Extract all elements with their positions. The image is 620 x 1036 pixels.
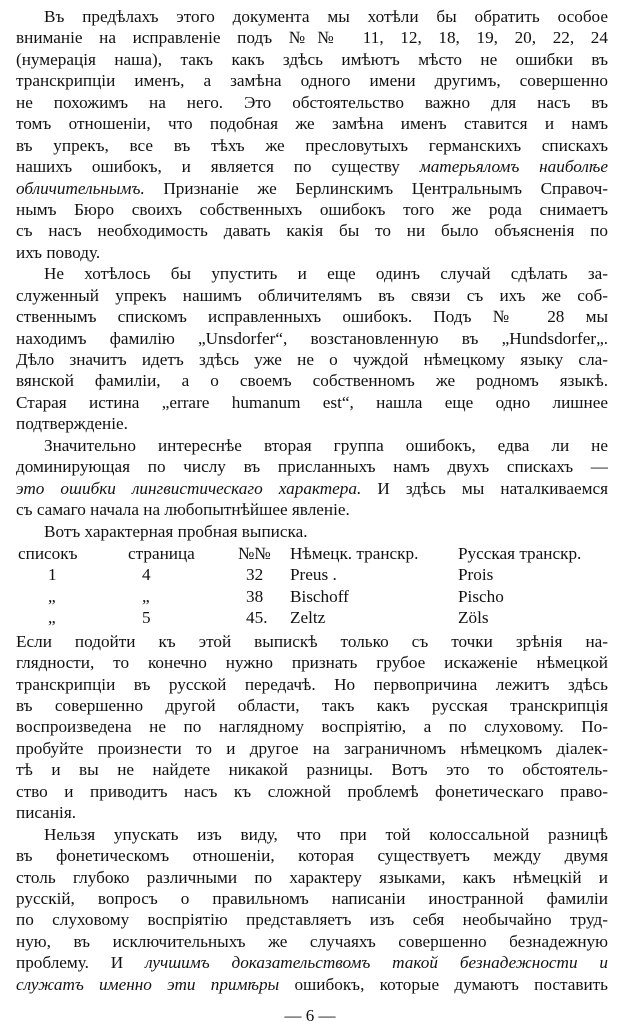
text-line: подтвержденіе. <box>16 414 128 434</box>
paragraph-5 <box>16 631 608 824</box>
text-line: проблему. И лучшимъ доказательствомъ такой безнадежности и <box>16 953 608 973</box>
table-cell: Zöls <box>458 608 489 628</box>
text-line: транскрипціи именъ, а замѣна одного имени другимъ, совершенно <box>16 71 608 91</box>
text-line: Дѣло значитъ идетъ здѣсь уже не о чуждой нѣмецкому языку сла- <box>16 350 608 369</box>
text-line: по слуховому воспріятію представляетъ изъ себя необычайно труд- <box>16 910 608 930</box>
table-cell: 38 <box>246 586 264 606</box>
table-row <box>16 607 608 628</box>
text-line: въ фонетическомъ отношеніи, которая существуетъ между двумя <box>16 846 608 866</box>
text-line: вниманіе на исправленіе подъ №№ 11, 12, 18, 19, 20, 22, 24 <box>16 28 608 48</box>
paragraph-1 <box>16 6 608 263</box>
text-line: Вотъ характерная пробная выписка. <box>44 521 308 541</box>
text-line: транскрипціи въ русской передачѣ. Но первопричина лежитъ здѣсь <box>16 674 608 694</box>
table-header-cell: №№ <box>238 543 271 563</box>
text-line: въ совершенно другой области, такъ какъ русская транскрипція <box>16 696 608 715</box>
text-line: писанія. <box>16 803 77 823</box>
table-cell: Zeltz <box>290 608 326 628</box>
table-row <box>16 586 608 607</box>
text-line: Если подойти къ этой выпискѣ только съ точки зрѣнія на- <box>16 631 608 651</box>
text-line: глядности, то конечно нужно признать грубое искаженіе нѣмецкой <box>16 653 608 673</box>
text-line: столь глубоко различными по характеру языками, какъ нѣмецкій и <box>16 867 608 887</box>
text-line: Старая истина „errare humanum est“, нашла еще одно лишнее <box>16 392 608 412</box>
text-line: нымъ Бюро своихъ собственныхъ ошибокъ того же рода снимаетъ <box>16 199 608 219</box>
text-line: ственнымъ спискомъ исправленныхъ ошибокъ. Подъ № 28 мы <box>16 307 608 327</box>
text-line: воспроизведена не по наглядному воспріятію, а по слуховому. По- <box>16 717 608 737</box>
table-cell: Preus . <box>290 565 337 585</box>
table-row <box>16 564 608 585</box>
italic-text: служатъ именно эти примѣры <box>16 974 280 994</box>
text-line: съ насъ необходимость давать какія бы то ни было объясненія по <box>16 221 608 241</box>
text-line: служатъ именно эти примѣры ошибокъ, которые думаютъ поставить <box>16 974 608 994</box>
table-header-cell: Русская транскр. <box>458 543 582 563</box>
text-line: пробуйте произнести то и другое на заграничномъ нѣмецкомъ діалек- <box>16 738 608 758</box>
text-line: тѣ и вы не найдете никакой разницы. Вотъ это то обстоятель- <box>16 760 608 780</box>
text-line: находимъ фамилію „Unsdorfer“, возстановленную въ „Hundsdorfer„. <box>16 328 608 348</box>
table-cell: „ <box>48 608 56 628</box>
text-line: Значительно интереснѣе вторая группа ошибокъ, едва ли не <box>44 435 608 455</box>
text-line: русскій, вопросъ о правильномъ написаніи иностранной фамиліи <box>16 888 608 908</box>
text-line: нашихъ ошибокъ, и является по существу матерьяломъ наиболѣе <box>16 157 608 177</box>
text-line: Не хотѣлось бы упустить и еще одинъ случай сдѣлать за- <box>44 264 608 284</box>
text-line: томъ отношеніи, что подобная же замѣна именъ ставится и намъ <box>16 114 608 134</box>
sample-table <box>16 543 608 629</box>
text-line: Нельзя упускать изъ виду, что при той колоссальной разницѣ <box>44 824 608 844</box>
table-cell: 45. <box>246 608 268 628</box>
page-number: — 6 — <box>284 1006 336 1025</box>
text-line: доминирующая по числу въ присланныхъ намъ двухъ спискахъ — <box>16 457 608 477</box>
table-cell: Bischoff <box>290 586 349 606</box>
text-line: служенный упрекъ нашимъ обличителямъ въ связи съ ихъ же соб- <box>16 285 608 305</box>
text-line: ную, въ исключительныхъ же случаяхъ совершенно безнадежную <box>16 931 608 951</box>
paragraph-4 <box>16 521 608 542</box>
table-cell: Pischo <box>458 586 504 606</box>
table-cell: 4 <box>142 565 151 585</box>
italic-text: это ошибки лингвистическаго характера. <box>16 478 362 498</box>
text-line: Въ предѣлахъ этого документа мы хотѣли бы обратить особое <box>44 7 608 26</box>
paragraph-3 <box>16 435 608 521</box>
italic-text: матерьяломъ наиболѣе <box>419 157 608 177</box>
text-line: (нумерація наша), такъ какъ здѣсь имѣютъ мѣсто не ошибки въ <box>16 49 608 69</box>
text-line: не похожимъ на него. Это обстоятельство важно для насъ въ <box>16 92 608 112</box>
text-line: вянской фамиліи, а о своемъ собственномъ же родномъ языкѣ. <box>16 371 608 391</box>
paragraph-6 <box>16 824 608 996</box>
text-line: въ упрекъ, все въ тѣхъ же пресловутыхъ германскихъ спискахъ <box>16 135 608 155</box>
table-cell: 32 <box>246 565 264 585</box>
table-cell: Prois <box>458 565 494 585</box>
text-line: ихъ поводу. <box>16 242 101 262</box>
table-header-row <box>16 543 608 564</box>
table-cell: 5 <box>142 608 151 628</box>
italic-text: лучшимъ доказательствомъ такой безнадежности и <box>145 953 608 973</box>
table-cell: 1 <box>48 565 57 585</box>
paragraph-2 <box>16 263 608 435</box>
table-header-cell: списокъ <box>18 543 78 563</box>
text-line: ство и приводитъ насъ къ сложной проблемѣ фонетическаго право- <box>16 781 608 801</box>
text-line: съ самаго начала на любопытнѣйшее явленіе. <box>16 500 350 520</box>
table-cell: „ <box>48 586 56 606</box>
table-header-cell: Нѣмецк. транскр. <box>290 543 419 563</box>
table-header-cell: страница <box>128 543 195 563</box>
text-line: обличительнымъ. Признаніе же Берлинскимъ Центральнымъ Справоч- <box>16 178 608 198</box>
table-cell: „ <box>142 586 150 606</box>
italic-text: обличительнымъ. <box>16 178 145 198</box>
text-line: это ошибки лингвистическаго характера. И здѣсь мы наталкиваемся <box>16 478 608 498</box>
